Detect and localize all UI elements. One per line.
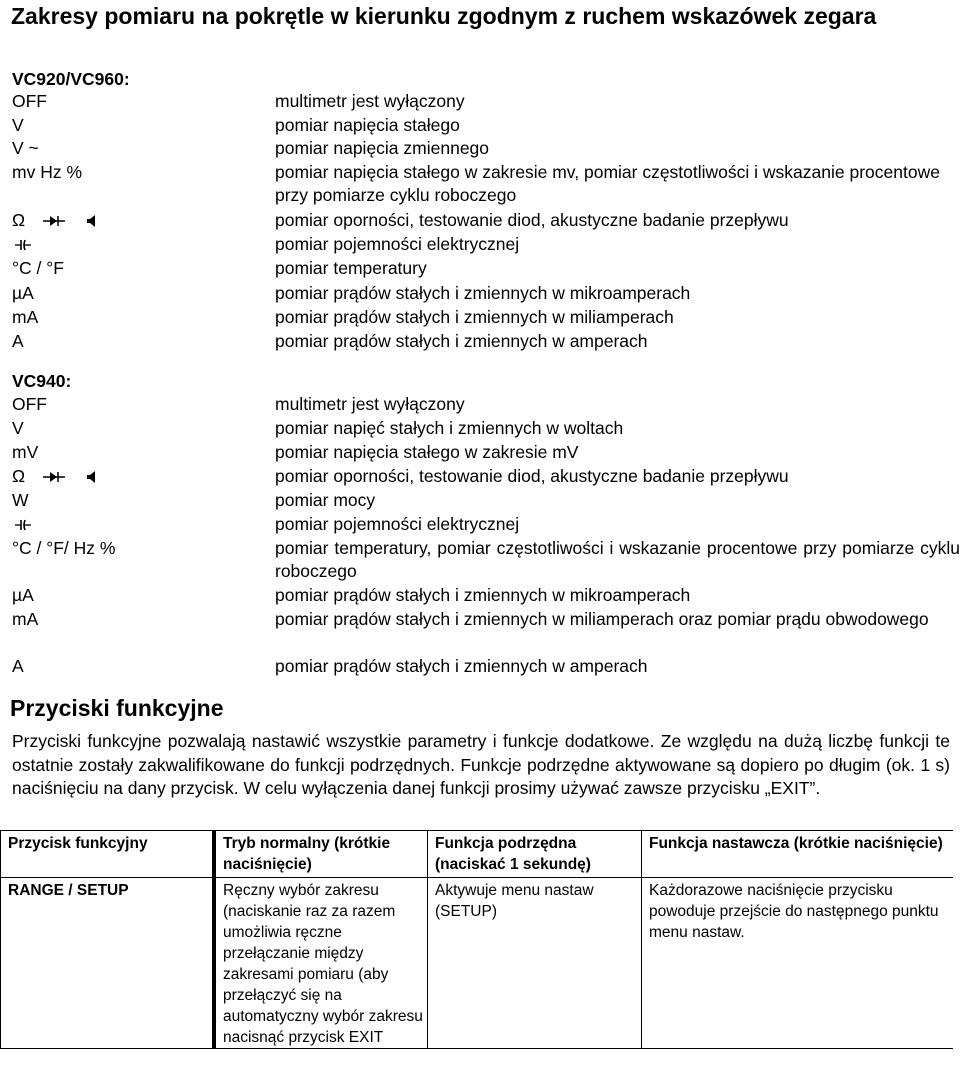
range-desc: pomiar prądów stałych i zmiennych w amperach: [275, 656, 648, 676]
range-desc: pomiar prądów stałych i zmiennych w mikroamperach: [275, 585, 691, 605]
speaker-icon: [85, 214, 99, 228]
diode-icon: [42, 470, 66, 484]
range-desc: multimetr jest wyłączony: [275, 394, 465, 414]
range-label: µA: [12, 283, 34, 303]
range-label: °C / °F: [12, 258, 64, 278]
range-label: V ~: [12, 138, 39, 158]
cell-setting: Każdorazowe naciśnięcie przycisku powoduje przejście do następnego punktu menu nastaw.: [642, 878, 954, 1049]
range-label: V: [12, 115, 24, 135]
model-heading-vc920: VC920/VC960:: [12, 69, 130, 89]
range-desc: pomiar prądów stałych i zmiennych w mikroamperach: [275, 283, 691, 303]
function-buttons-table: [0, 830, 953, 1049]
table-header-row: [1, 831, 954, 878]
range-desc: pomiar prądów stałych i zmiennych w amperach: [275, 331, 648, 351]
cell-sub: Aktywuje menu nastaw (SETUP): [428, 878, 642, 1049]
range-label: A: [12, 656, 24, 676]
range-label: µA: [12, 585, 34, 605]
range-desc: pomiar napięcia stałego w zakresie mv, pomiar częstotliwości i wskazanie procentowe przy pomiarze cyklu roboczego: [275, 162, 940, 205]
range-desc: pomiar temperatury, pomiar częstotliwości i wskazanie procentowe przy pomiarze cyklu roboczego: [275, 538, 960, 581]
cell-button: RANGE / SETUP: [1, 878, 215, 1049]
range-desc: pomiar oporności, testowanie diod, akustyczne badanie przepływu: [275, 466, 789, 486]
page-title: Zakresy pomiaru na pokrętle w kierunku zgodnym z ruchem wskazówek zegara: [11, 3, 877, 29]
speaker-icon: [85, 470, 99, 484]
range-label: OFF: [12, 91, 47, 111]
range-label: Ω: [12, 466, 26, 486]
range-label: mA: [12, 307, 39, 327]
range-label: V: [12, 418, 24, 438]
intro-paragraph: Przyciski funkcyjne pozwalają nastawić wszystkie parametry i funkcje dodatkowe. Ze względu na dużą liczbę funkcji te ostatnie zostały zakwalifikowane do funkcji podrzędnych. Funkcje podrzędne aktywowane są dopiero po długim (ok. 1 s) naciśnięciu na dany przycisk. W celu wyłączenia danej funkcji prosimy używać zawsze przycisku „EXIT”.: [12, 731, 950, 798]
range-label: Ω: [12, 210, 26, 230]
col-header-normal: Tryb normalny (krótkie naciśnięcie): [214, 831, 428, 878]
range-label: OFF: [12, 394, 47, 414]
range-desc: multimetr jest wyłączony: [275, 91, 465, 111]
table-row: [1, 878, 954, 1049]
range-label: A: [12, 331, 24, 351]
capacitor-icon: [14, 238, 32, 252]
range-desc: pomiar temperatury: [275, 258, 427, 278]
range-label: mv Hz %: [12, 162, 82, 182]
cell-normal: Ręczny wybór zakresu (naciskanie raz za razem umożliwia ręczne przełączanie między zakresami pomiaru (aby przełączyć się na automatyczny wybór zakresu nacisnąć przycisk EXIT: [214, 878, 428, 1049]
range-desc: pomiar napięcia stałego w zakresie mV: [275, 442, 579, 462]
range-desc: pomiar napięć stałych i zmiennych w woltach: [275, 418, 624, 438]
range-desc: pomiar napięcia stałego: [275, 115, 460, 135]
range-desc: pomiar prądów stałych i zmiennych w miliamperach: [275, 307, 674, 327]
col-header-button: Przycisk funkcyjny: [1, 831, 215, 878]
range-desc: pomiar pojemności elektrycznej: [275, 234, 520, 254]
col-header-setting: Funkcja nastawcza (krótkie naciśnięcie): [642, 831, 954, 878]
section-heading: Przyciski funkcyjne: [10, 695, 224, 721]
range-desc: pomiar prądów stałych i zmiennych w miliamperach oraz pomiar prądu obwodowego: [275, 609, 929, 629]
range-label: mV: [12, 442, 39, 462]
range-label: °C / °F/ Hz %: [12, 538, 116, 558]
capacitor-icon: [14, 518, 32, 532]
model-heading-vc940: VC940:: [12, 371, 72, 391]
range-label: mA: [12, 609, 39, 629]
range-label: W: [12, 490, 29, 510]
range-desc: pomiar mocy: [275, 490, 376, 510]
range-desc: pomiar pojemności elektrycznej: [275, 514, 520, 534]
diode-icon: [42, 214, 66, 228]
range-desc: pomiar oporności, testowanie diod, akustyczne badanie przepływu: [275, 210, 789, 230]
range-desc: pomiar napięcia zmiennego: [275, 138, 490, 158]
col-header-sub: Funkcja podrzędna (naciskać 1 sekundę): [428, 831, 642, 878]
